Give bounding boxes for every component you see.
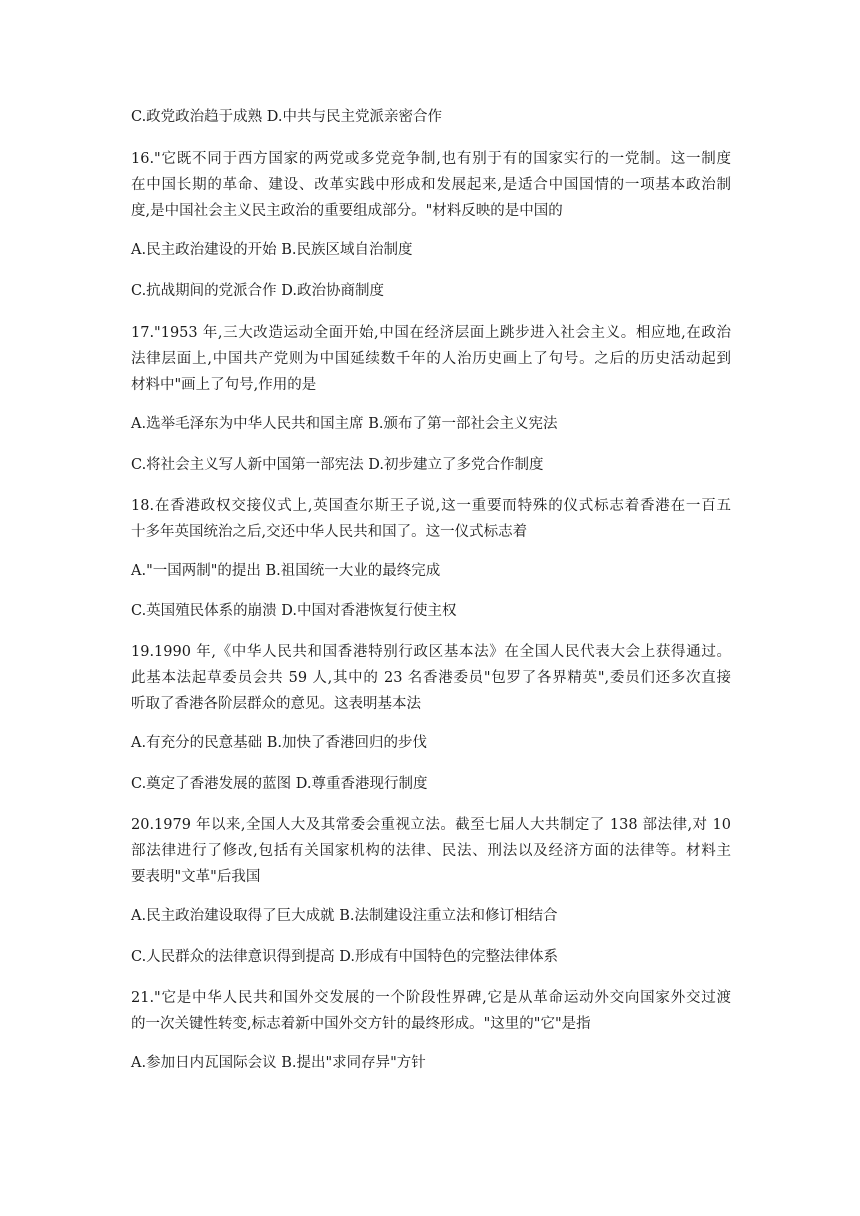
q16-option-cd: C.抗战期间的党派合作 D.政治协商制度 (131, 283, 385, 299)
q19-stem-line-3: 听取了香港各阶层群众的意见。这表明基本法 (131, 696, 421, 712)
q18-option-cd: C.英国殖民体系的崩溃 D.中国对香港恢复行使主权 (131, 603, 457, 619)
q17-stem-line-1: 17."1953 年,三大改造运动全面开始,中国在经济层面上跳步进入社会主义。相应地,在政治 (131, 325, 731, 341)
q21-option-ab: A.参加日内瓦国际会议 B.提出"求同存异"方针 (131, 1055, 426, 1071)
q16-option-ab: A.民主政治建设的开始 B.民族区域自治制度 (131, 242, 413, 258)
q19-stem-line-2: 此基本法起草委员会共 59 人,其中的 23 名香港委员"包罗了各界精英",委员们还多次直接 (131, 670, 731, 686)
q19-option-ab: A.有充分的民意基础 B.加快了香港回归的步伐 (131, 735, 427, 751)
q18-stem-line-1: 18.在香港政权交接仪式上,英国查尔斯王子说,这一重要而特殊的仪式标志着香港在一百五 (131, 498, 731, 514)
q21-stem-line-1: 21."它是中华人民共和国外交发展的一个阶段性界碑,它是从革命运动外交向国家外交过渡 (131, 990, 731, 1006)
q16-stem-line-2: 在中国长期的革命、建设、改革实践中形成和发展起来,是适合中国国情的一项基本政治制 (131, 177, 731, 193)
q16-stem-line-1: 16."它既不同于西方国家的两党或多党竞争制,也有别于有的国家实行的一党制。这一制度 (131, 151, 731, 167)
q19-stem-line-1: 19.1990 年,《中华人民共和国香港特别行政区基本法》在全国人民代表大会上获得通过。 (131, 644, 731, 660)
q17-stem-line-3: 材料中"画上了句号,作用的是 (131, 377, 317, 393)
q17-option-ab: A.选举毛泽东为中华人民共和国主席 B.颁布了第一部社会主义宪法 (131, 416, 558, 432)
q16-stem-line-3: 度,是中国社会主义民主政治的重要组成部分。"材料反映的是中国的 (131, 203, 563, 219)
q18-stem-line-2: 十多年英国统治之后,交还中华人民共和国了。这一仪式标志着 (131, 524, 528, 540)
q20-stem-line-1: 20.1979 年以来,全国人大及其常委会重视立法。截至七届人大共制定了 138 部法律,对 10 (131, 817, 731, 833)
q17-option-cd: C.将社会主义写人新中国第一部宪法 D.初步建立了多党合作制度 (131, 457, 544, 473)
q20-stem-line-3: 要表明"文革"后我国 (131, 869, 261, 885)
q18-option-ab: A."一国两制"的提出 B.祖国统一大业的最终完成 (131, 563, 441, 579)
q20-option-cd: C.人民群众的法律意识得到提高 D.形成有中国特色的完整法律体系 (131, 949, 559, 965)
q20-option-ab: A.民主政治建设取得了巨大成就 B.法制建设注重立法和修订相结合 (131, 908, 558, 924)
q15-options-tail: C.政党政治趋于成熟 D.中共与民主党派亲密合作 (131, 109, 443, 125)
q19-option-cd: C.奠定了香港发展的蓝图 D.尊重香港现行制度 (131, 776, 428, 792)
q20-stem-line-2: 部法律进行了修改,包括有关国家机构的法律、民法、刑法以及经济方面的法律等。材料主 (131, 843, 731, 859)
q21-stem-line-2: 的一次关键性转变,标志着新中国外交方针的最终形成。"这里的"它"是指 (131, 1016, 591, 1032)
q17-stem-line-2: 法律层面上,中国共产党则为中国延续数千年的人治历史画上了句号。之后的历史活动起到 (131, 351, 731, 367)
